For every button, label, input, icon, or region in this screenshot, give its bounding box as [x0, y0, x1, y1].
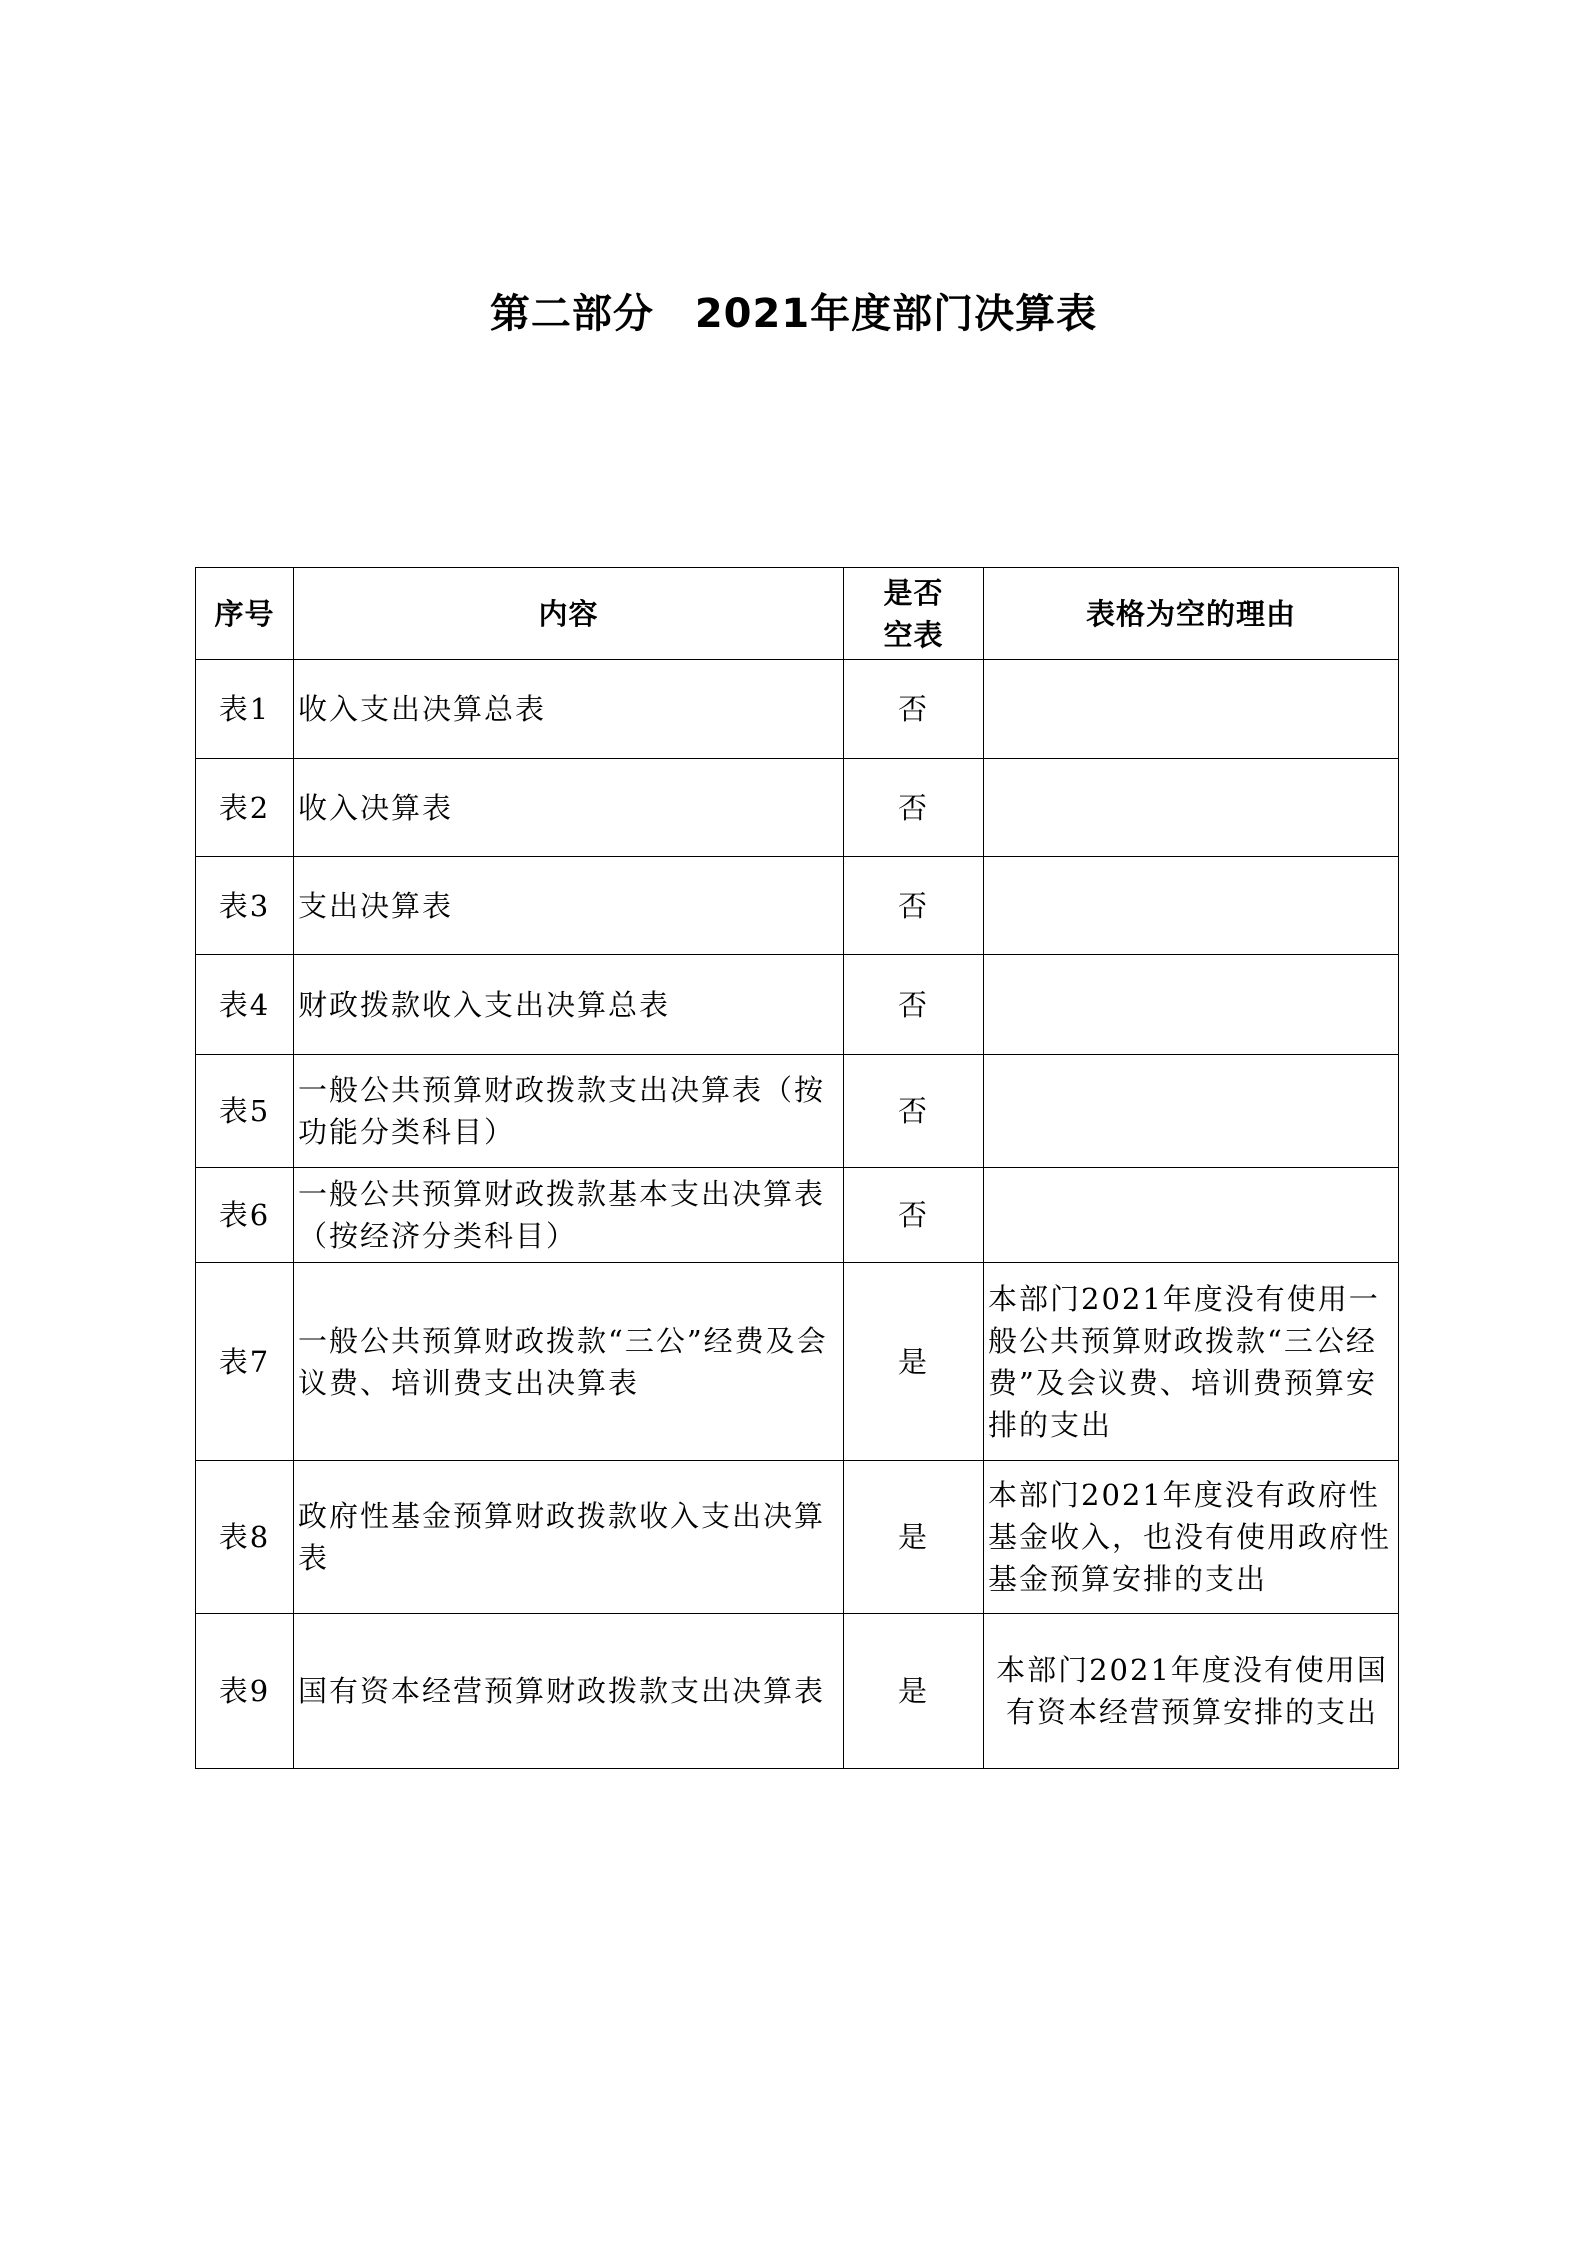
row-seq: 表1 [196, 660, 294, 759]
row-reason: 本部门2021年度没有政府性基金收入，也没有使用政府性基金预算安排的支出 [984, 1461, 1399, 1614]
row-is-empty: 否 [844, 1055, 984, 1168]
row-is-empty: 否 [844, 759, 984, 857]
row-reason [984, 1168, 1399, 1263]
row-content: 收入决算表 [294, 759, 844, 857]
table-row [196, 759, 1399, 857]
row-is-empty: 是 [844, 1461, 984, 1614]
row-reason [984, 1055, 1399, 1168]
table-row [196, 1614, 1399, 1769]
row-content: 一般公共预算财政拨款支出决算表（按功能分类科目） [294, 1055, 844, 1168]
header-is-empty-line1: 是否 [883, 575, 944, 610]
header-is-empty [844, 568, 984, 660]
row-reason: 本部门2021年度没有使用国有资本经营预算安排的支出 [984, 1614, 1399, 1769]
row-content: 财政拨款收入支出决算总表 [294, 955, 844, 1055]
page-title: 第二部分 2021年度部门决算表 [489, 291, 1098, 337]
row-is-empty: 否 [844, 955, 984, 1055]
row-content: 收入支出决算总表 [294, 660, 844, 759]
row-is-empty: 是 [844, 1614, 984, 1769]
header-is-empty-line2: 空表 [883, 617, 944, 652]
row-seq: 表8 [196, 1461, 294, 1614]
row-reason [984, 660, 1399, 759]
row-seq: 表3 [196, 857, 294, 955]
row-seq: 表2 [196, 759, 294, 857]
row-reason [984, 857, 1399, 955]
table-row [196, 1055, 1399, 1168]
row-reason: 本部门2021年度没有使用一般公共预算财政拨款“三公经费”及会议费、培训费预算安排的支出 [984, 1263, 1399, 1461]
row-reason [984, 955, 1399, 1055]
row-is-empty: 是 [844, 1263, 984, 1461]
row-reason [984, 759, 1399, 857]
header-reason: 表格为空的理由 [984, 568, 1399, 660]
row-content: 支出决算表 [294, 857, 844, 955]
row-seq: 表7 [196, 1263, 294, 1461]
table-row [196, 1461, 1399, 1614]
table-row [196, 857, 1399, 955]
budget-tables-index [195, 567, 1399, 1769]
row-content: 一般公共预算财政拨款“三公”经费及会议费、培训费支出决算表 [294, 1263, 844, 1461]
row-seq: 表5 [196, 1055, 294, 1168]
row-seq: 表6 [196, 1168, 294, 1263]
row-content: 国有资本经营预算财政拨款支出决算表 [294, 1614, 844, 1769]
table-row [196, 1263, 1399, 1461]
row-is-empty: 否 [844, 1168, 984, 1263]
row-is-empty: 否 [844, 857, 984, 955]
header-content: 内容 [294, 568, 844, 660]
table-row [196, 660, 1399, 759]
row-is-empty: 否 [844, 660, 984, 759]
header-seq: 序号 [196, 568, 294, 660]
row-seq: 表9 [196, 1614, 294, 1769]
table-header-row [196, 568, 1399, 660]
row-seq: 表4 [196, 955, 294, 1055]
table-row [196, 1168, 1399, 1263]
row-content: 一般公共预算财政拨款基本支出决算表（按经济分类科目） [294, 1168, 844, 1263]
row-content: 政府性基金预算财政拨款收入支出决算表 [294, 1461, 844, 1614]
table-row [196, 955, 1399, 1055]
